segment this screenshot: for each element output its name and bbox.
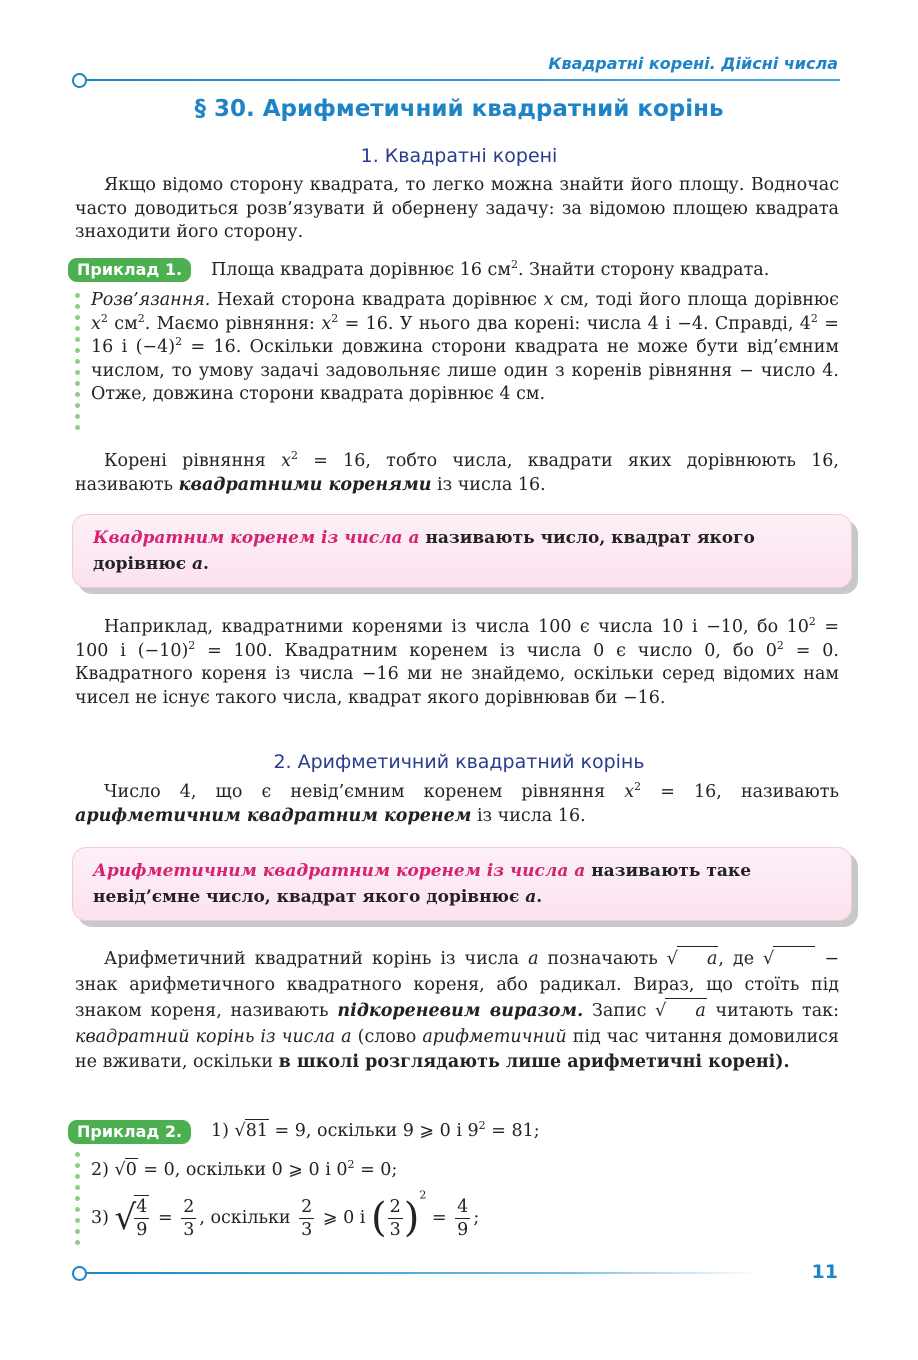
subsection-title-2: 2. Арифметичний квадратний корінь [273,751,645,773]
example-2-item-3: 3) √ $\frac{4}{9}$ = $\frac{2}{3}$ , оскільки $\frac{2}{3}$ ⩾ 0 і ( $\frac{2}{3}$ )$^2$ = $\frac{4}{9}$ ; [91,1188,480,1241]
example-2-item-1: 1) √81 = 9, оскільки 9 ⩾ 0 і $9^2 = 81$; [211,1119,811,1144]
example-2-badge: Приклад 2. [68,1120,191,1144]
footer-circle-icon [72,1266,87,1281]
section-title: § 30. Арифметичний квадратний корінь [194,96,724,122]
intro-paragraph: Якщо відомо сторону квадрата, то легко можна знайти його площу. Водночас часто доводиться розв’язувати й обернену задачу: за відомою площею квадрата знаходити його сторону. [75,175,839,242]
example-1-dots [75,293,80,436]
arith-paragraph: Число 4, що є невід’ємним коренем рівняння $x^2 = 16$, називають арифметичним квадратним коренем із числа 16. [75,780,839,826]
page-number: 11 [811,1261,838,1283]
subsection-title-1: 1. Квадратні корені [360,145,558,167]
definition-box-1: Квадратним коренем із числа a називають число, квадрат якого дорівнює a. [72,514,852,588]
notation-paragraph: Арифметичний квадратний корінь із числа a позначають √ a, де √ − знак арифметичного квадратного кореня, або радикал. Вираз, що стоїть під знаком кореня, називають підкореневим виразом. Запис √ a читають так: квадратний корінь із числа a (слово арифметичний під час читання домовилися не вживати, оскільки в школі розглядають лише арифметичні корені). [75,946,839,1076]
example-1-solution: Розв’язання. Нехай сторона квадрата дорівнює x см, тоді його площа дорівнює $x^2$ $см^2$. Маємо рівняння: $x^2 = 16$. У нього два корені: числа 4 і −4. Справді, $4^2 = 16$ і $(-4)^2 = 16$. Оскільки довжина сторони квадрата не може бути від’ємним числом, то умову задачі задовольняє лише один з коренів рівняння − число 4. Отже, довжина сторони квадрата дорівнює 4 см. [91,290,839,404]
roots-paragraph: Корені рівняння $x^2 = 16$, тобто числа, квадрати яких дорівнюють 16, називають квадратними коренями із числа 16. [75,449,839,495]
example-1-statement: Площа квадрата дорівнює 16 $см^2$. Знайти сторону квадрата. [211,258,770,280]
header-divider [80,79,840,81]
chapter-title: Квадратні корені. Дійсні числа [548,54,838,73]
example-2-dots [75,1152,80,1251]
definition-box-2: Арифметичним квадратним коренем із числа a називають таке невід’ємне число, квадрат якого дорівнює a. [72,847,852,921]
footer-divider [80,1272,760,1274]
example-2-item-2: 2) √0 = 0, оскільки 0 ⩾ 0 і $0^2 = 0$; [91,1158,691,1183]
divider-circle-icon [72,73,87,88]
example-1-badge: Приклад 1. [68,258,191,282]
example-paragraph: Наприклад, квадратними коренями із числа 100 є числа 10 і −10, бо $10^2 = 100$ і $(-10)^2 = 100$. Квадратним коренем із числа 0 є число 0, бо $0^2 = 0$. Квадратного кореня із числа −16 ми не знайдемо, оскільки серед відомих нам чисел не існує такого числа, квадрат якого дорівнював би −16. [75,615,839,708]
